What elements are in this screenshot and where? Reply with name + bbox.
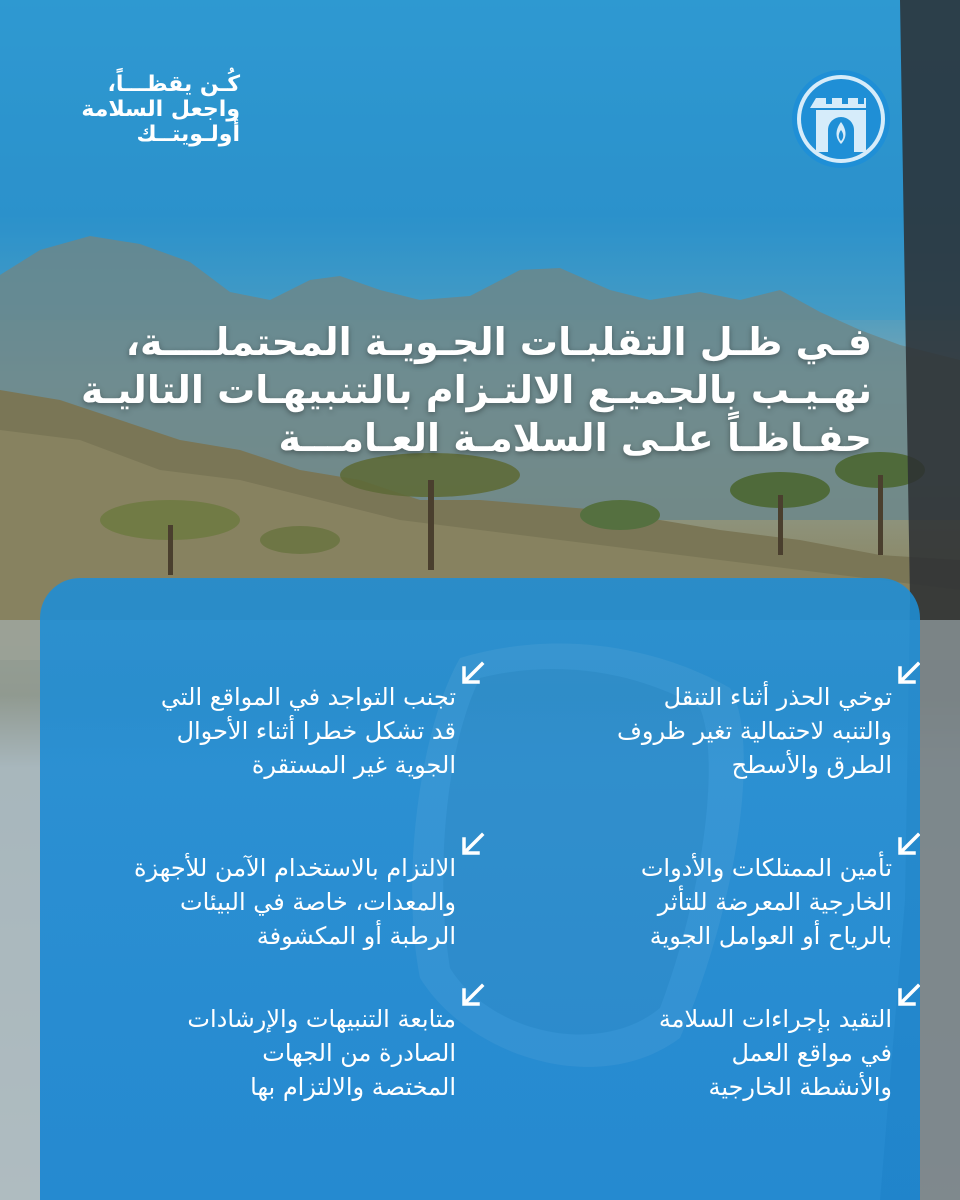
tip-line: توخي الحذر أثناء التنقل [663,683,892,711]
castle-logo-icon [790,68,892,170]
tip-line: تجنب التواجد في المواقع التي [160,683,456,711]
tip-line: والمعدات، خاصة في البيئات [180,888,456,916]
tip-line: الصادرة من الجهات [262,1039,456,1067]
tip-item [520,680,892,782]
tip-line: الطرق والأسطح [731,751,892,779]
tip-item [520,851,892,953]
headline-line: حفـاظـاً علـى السلامـة العـامـــة [278,416,872,460]
tip-line: التقيد بإجراءات السلامة [658,1005,892,1033]
tip-item [520,1002,892,1104]
tip-line: بالرياح أو العوامل الجوية [649,922,892,950]
tip-line: الجوية غير المستقرة [251,751,456,779]
arrow-down-left-icon [458,982,486,1010]
slogan-line: أولـويتــك [136,122,240,147]
headline [81,318,872,462]
slogan-line: واجعل السلامة [81,97,240,122]
arrow-down-left-icon [458,831,486,859]
tips-panel [40,578,920,1200]
headline-line: نهـيـب بالجميـع الالتـزام بالتنبيهـات التاليـة [81,368,872,412]
tip-line: المختصة والالتزام بها [250,1073,456,1101]
tip-line: في مواقع العمل [731,1039,892,1067]
tip-item [80,680,456,782]
slogan-line: كُـن يقظـــاً، [107,72,240,97]
tip-line: تأمين الممتلكات والأدوات [640,854,892,882]
arrow-down-left-icon [894,982,920,1010]
arrow-down-left-icon [894,660,920,688]
slogan [70,72,240,147]
tip-item [80,1002,456,1104]
arrow-down-left-icon [458,660,486,688]
tip-line: والأنشطة الخارجية [708,1073,892,1101]
arrow-down-left-icon [894,831,920,859]
tip-line: الخارجية المعرضة للتأثر [657,888,892,916]
tip-item [60,851,456,953]
tip-line: والتنبه لاحتمالية تغير ظروف [617,717,892,745]
headline-line: فـي ظـل التقلبـات الجـويـة المحتملــــة، [125,320,872,364]
tip-line: متابعة التنبيهات والإرشادات [187,1005,456,1033]
tip-line: الالتزام بالاستخدام الآمن للأجهزة [133,854,456,882]
tip-line: قد تشكل خطرا أثناء الأحوال [176,717,456,745]
tip-line: الرطبة أو المكشوفة [256,922,456,950]
